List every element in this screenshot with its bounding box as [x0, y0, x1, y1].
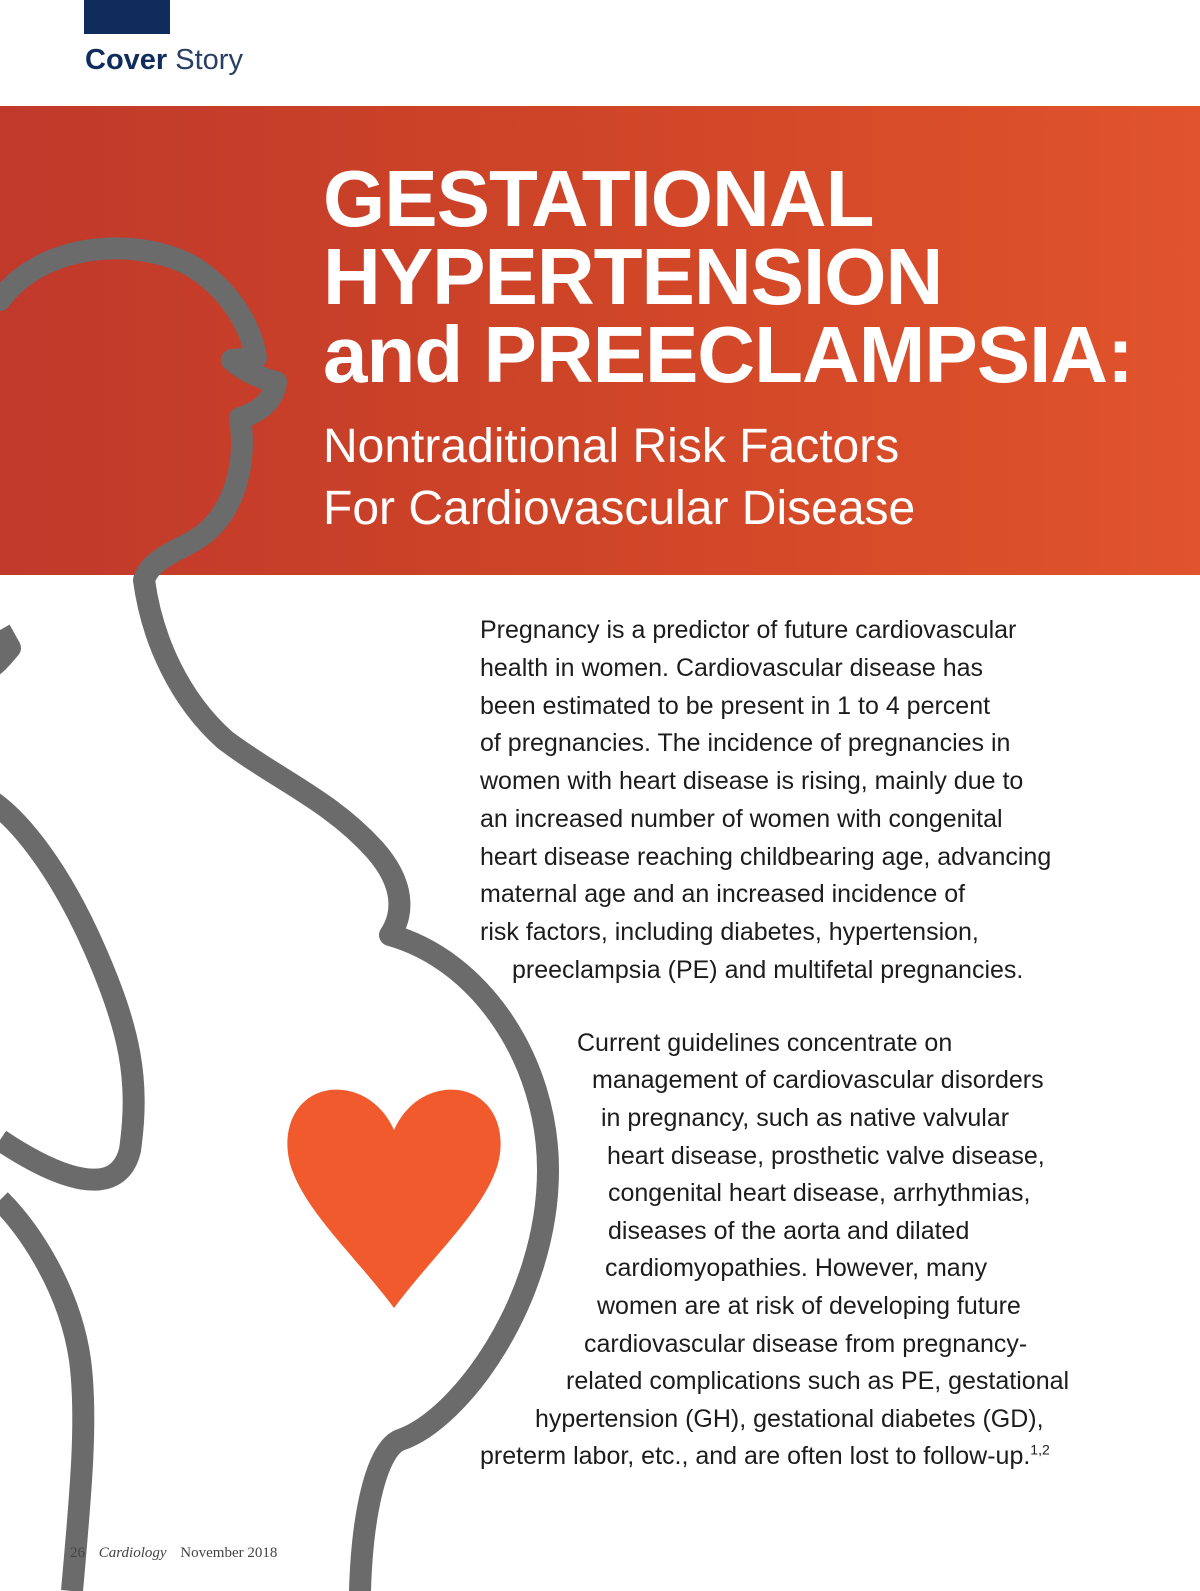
paragraph-2-line: related complications such as PE, gestational	[566, 1367, 1070, 1395]
paragraph-2-line: hypertension (GH), gestational diabetes (GD),	[535, 1405, 1044, 1433]
issue-date: November 2018	[180, 1545, 278, 1561]
paragraph-2-last-line	[480, 1438, 1050, 1476]
paragraph-2-line: diseases of the aorta and dilated	[608, 1217, 970, 1245]
paragraph-2-line: in pregnancy, such as native valvular	[601, 1104, 1010, 1132]
paragraph-1-line: been estimated to be present in 1 to 4 percent	[480, 692, 991, 720]
page-footer	[70, 1545, 277, 1562]
title-line-1: GESTATIONAL	[323, 154, 874, 243]
paragraph-2-line: Current guidelines concentrate on	[577, 1029, 953, 1057]
article-title	[323, 154, 1133, 399]
article-subtitle	[323, 416, 915, 540]
heart-icon	[286, 1082, 502, 1308]
paragraph-2-line: congenital heart disease, arrhythmias,	[608, 1179, 1031, 1207]
paragraph-1-line: Pregnancy is a predictor of future cardiovascular	[480, 616, 1017, 644]
section-label-bold: Cover	[85, 44, 168, 76]
paragraph-2-line: heart disease, prosthetic valve disease,	[607, 1142, 1045, 1170]
paragraph-2-line: cardiomyopathies. However, many	[605, 1254, 988, 1282]
paragraph-2-line: management of cardiovascular disorders	[592, 1066, 1044, 1094]
subtitle-line-2: For Cardiovascular Disease	[323, 482, 916, 535]
paragraph-1-line: an increased number of women with congenital	[480, 805, 1003, 833]
page-number: 26	[70, 1545, 85, 1561]
citation-superscript: 1,2	[1030, 1441, 1050, 1458]
paragraph-2-line: preterm labor, etc., and are often lost to follow-up.	[480, 1442, 1031, 1470]
paragraph-2-line: women are at risk of developing future	[597, 1292, 1021, 1320]
paragraph-1-line: health in women. Cardiovascular disease has	[480, 654, 984, 682]
paragraph-1-line: maternal age and an increased incidence of	[480, 880, 966, 908]
title-line-2: HYPERTENSION	[323, 232, 943, 321]
paragraph-1-line: women with heart disease is rising, mainly due to	[480, 767, 1024, 795]
paragraph-2-line: cardiovascular disease from pregnancy-	[584, 1330, 1028, 1358]
paragraph-1-line: preeclampsia (PE) and multifetal pregnancies.	[512, 956, 1024, 984]
paragraph-1-line: heart disease reaching childbearing age, advancing	[480, 843, 1052, 871]
section-label-light: Story	[175, 44, 243, 76]
title-line-3: and PREECLAMPSIA:	[323, 310, 1133, 399]
subtitle-line-1: Nontraditional Risk Factors	[323, 420, 900, 473]
publication-name: Cardiology	[98, 1545, 167, 1561]
paragraph-1-line: of pregnancies. The incidence of pregnancies in	[480, 729, 1011, 757]
paragraph-1-line: risk factors, including diabetes, hypertension,	[480, 918, 979, 946]
